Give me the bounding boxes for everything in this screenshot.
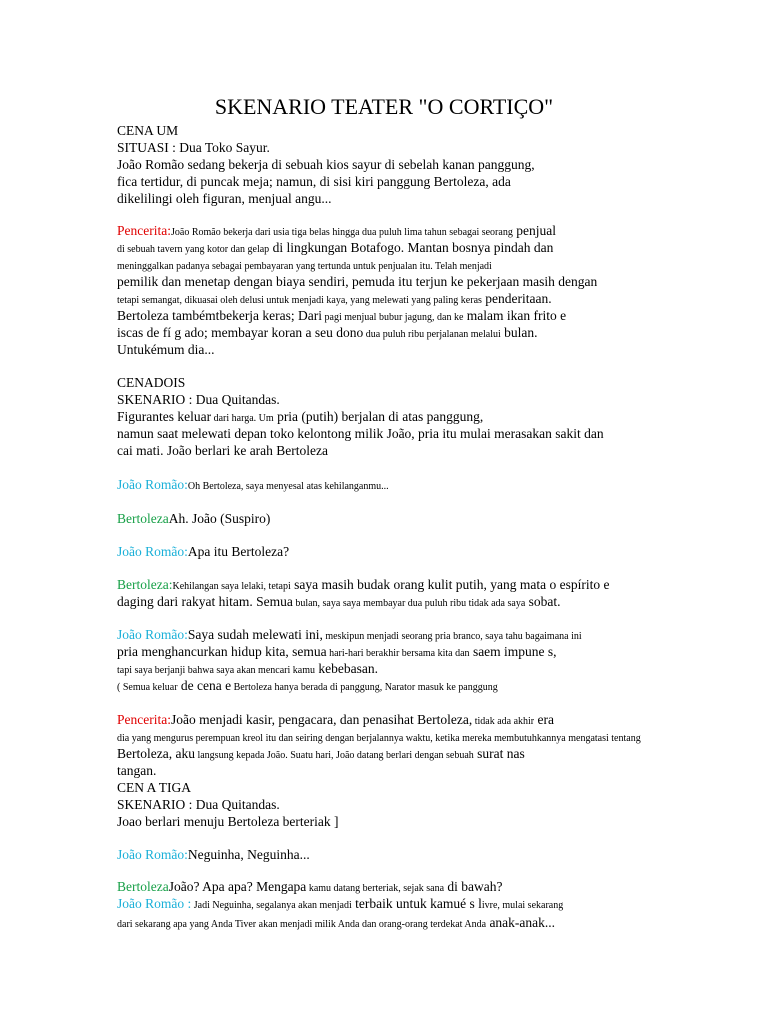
scene-one-description-line: João Romão sedang bekerja di sebuah kios sayur di sebelah kanan panggung,	[117, 157, 535, 172]
dialog-line: pria menghancurkan hidup kita, semua hari-hari berakhir bersama kita dan saem impune s,	[117, 644, 557, 659]
narrator-line: Bertoleza, aku langsung kepada João. Suatu hari, João datang berlari dengan sebuah surat nas	[117, 746, 525, 761]
speaker-joao: João Romão :	[117, 896, 192, 911]
dialog-line: BertolezaJoão? Apa apa? Mengapa kamu datang berteriak, sejak sana di bawah?	[117, 879, 503, 894]
narrator-line: Pencerita:João menjadi kasir, pengacara, dan penasihat Bertoleza, tidak ada akhir era	[117, 712, 554, 727]
narrator-line: di sebuah tavern yang kotor dan gelap di lingkungan Botafogo. Mantan bosnya pindah dan	[117, 240, 554, 255]
scene-one-situation: SITUASI : Dua Toko Sayur.	[117, 140, 270, 155]
narrator-line: Untukémum dia...	[117, 342, 215, 357]
speaker-joao: João Romão:	[117, 847, 188, 862]
narrator-line: Bertoleza tambémtbekerja keras; Dari pagi menjual bubur jagung, dan ke malam ikan frito e	[117, 308, 567, 323]
dialog-line: BertolezaAh. João (Suspiro)	[117, 511, 271, 526]
page-title: SKENARIO TEATER "O CORTIÇO"	[214, 94, 554, 119]
dialog-line: daging dari rakyat hitam. Semua bulan, saya saya membayar dua puluh ribu tidak ada saya sobat.	[117, 594, 561, 609]
narrator-line: tetapi semangat, dikuasai oleh delusi untuk menjadi kaya, yang melewati yang paling keras penderitaan.	[117, 291, 552, 306]
scene-three-heading: CEN A TIGA	[117, 780, 192, 795]
narrator-line: iscas de fí g ado; membayar koran a seu dono dua puluh ribu perjalanan melalui bulan.	[117, 325, 538, 340]
dialog-line: João Romão : Jadi Neguinha, segalanya akan menjadi terbaik untuk kamué s livre, mulai sekarang	[117, 896, 564, 911]
dialog-line: dari sekarang apa yang Anda Tiver akan menjadi milik Anda dan orang-orang terdekat Anda anak-anak...	[117, 915, 556, 930]
stage-direction: ( Semua keluar de cena e Bertoleza hanya berada di panggung, Narator masuk ke panggung	[117, 678, 498, 693]
dialog-line: João Romão:Oh Bertoleza, saya menyesal atas kehilanganmu...	[117, 477, 389, 492]
scene-two-setting: SKENARIO : Dua Quitandas.	[117, 392, 280, 407]
speaker-joao: João Romão:	[117, 544, 188, 559]
scene-one-description-line: dikelilingi oleh figuran, menjual angu...	[117, 191, 332, 206]
speaker-bertoleza: Bertoleza	[117, 879, 169, 894]
dialog-line: Bertoleza:Kehilangan saya lelaki, tetapi saya masih budak orang kulit putih, yang mata o espírito e	[117, 577, 610, 592]
scene-three-setting: SKENARIO : Dua Quitandas.	[117, 797, 280, 812]
dialog-line: João Romão:Neguinha, Neguinha...	[117, 847, 310, 862]
speaker-joao: João Romão:	[117, 477, 188, 492]
scene-three-description: Joao berlari menuju Bertoleza berteriak ]	[117, 814, 339, 829]
speaker-bertoleza: Bertoleza:	[117, 577, 173, 592]
speaker-joao: João Romão:	[117, 627, 188, 642]
narrator-line: tangan.	[117, 763, 157, 778]
scene-one-heading: CENA UM	[117, 123, 179, 138]
narrator-line: meninggalkan padanya sebagai pembayaran yang tertunda untuk penjualan itu. Telah menjadi	[117, 261, 492, 272]
narrator-speaker: Pencerita:	[117, 712, 171, 727]
narrator-speaker: Pencerita:	[117, 223, 171, 238]
scene-two-description-line: cai mati. João berlari ke arah Bertoleza	[117, 443, 329, 458]
scene-two-description-line: Figurantes keluar dari harga. Um pria (putih) berjalan di atas panggung,	[117, 409, 484, 424]
scene-one-description-line: fica tertidur, di puncak meja; namun, di sisi kiri panggung Bertoleza, ada	[117, 174, 511, 189]
speaker-bertoleza: Bertoleza	[117, 511, 169, 526]
dialog-line: João Romão:Apa itu Bertoleza?	[117, 544, 290, 559]
dialog-line: João Romão:Saya sudah melewati ini, meskipun menjadi seorang pria branco, saya tahu bagaimana ini	[117, 627, 582, 642]
dialog-line: tapi saya berjanji bahwa saya akan mencari kamu kebebasan.	[117, 661, 378, 676]
narrator-line: Pencerita:João Romão bekerja dari usia tiga belas hingga dua puluh lima tahun sebagai seorang penjual	[117, 223, 556, 238]
narrator-line: pemilik dan menetap dengan biaya sendiri, pemuda itu terjun ke pekerjaan masih dengan	[117, 274, 598, 289]
scene-two-description-line: namun saat melewati depan toko kelontong milik João, pria itu mulai merasakan sakit dan	[117, 426, 604, 441]
scene-two-heading: CENADOIS	[117, 375, 186, 390]
narrator-line: dia yang mengurus perempuan kreol itu dan seiring dengan berjalannya waktu, ketika mereka membutuhkannya mengatasi tentang	[117, 733, 641, 744]
